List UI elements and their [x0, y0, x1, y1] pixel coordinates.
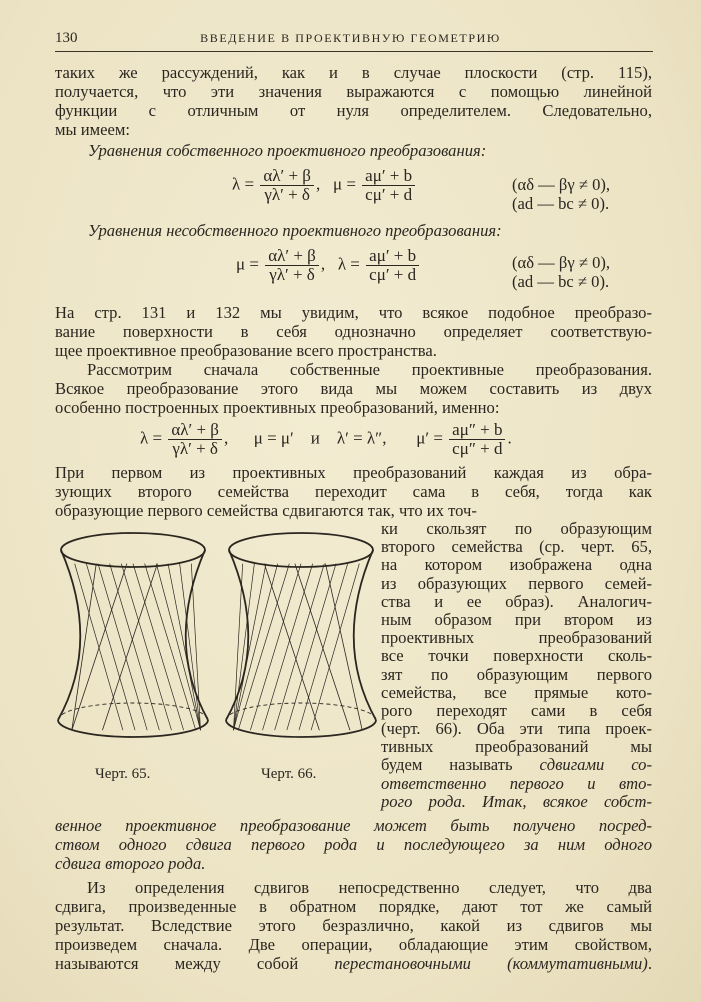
generator-line-other-family	[295, 564, 350, 731]
text-line	[381, 756, 652, 774]
generator-line-other-family	[72, 564, 96, 731]
text-run: Из определения сдвигов непосредственно следует, что два	[87, 878, 652, 897]
generator-line	[299, 564, 348, 731]
text-run: При первом из проективных преобразований каждая из обра-	[55, 463, 652, 482]
figures	[55, 525, 380, 755]
text-run: зующих второго семейства переходит сама в себя, тогда как	[55, 482, 652, 501]
text-line	[381, 684, 652, 702]
text-run: рого переходят сами в себя	[381, 700, 652, 720]
text-run: второго семейства (ср. черт. 65,	[381, 537, 652, 557]
text-run: вание поверхности в себя однозначно определяет соответствую-	[55, 322, 652, 341]
silhouette-left	[226, 550, 248, 720]
text-line	[55, 101, 652, 120]
silhouette-right	[186, 550, 208, 720]
text-line	[381, 738, 652, 756]
text-line	[55, 835, 652, 854]
text-run: Рассмотрим сначала собственные проективные преобразования.	[87, 360, 652, 379]
paragraph-6	[55, 878, 652, 973]
silhouette-right	[354, 550, 376, 720]
text-line	[381, 702, 652, 720]
text-line	[381, 593, 652, 611]
text-line	[55, 482, 652, 501]
text-line	[55, 398, 652, 417]
text-run: таких же рассуждений, как и в случае плоскости (стр. 115),	[55, 63, 652, 82]
fraction: $\frac{a\mu' + b}{c\mu' + d}$	[366, 247, 419, 284]
text-run: ства и ее образ). Аналогич-	[381, 591, 652, 611]
hyperboloid-figure-65-icon	[58, 533, 208, 737]
text-line	[381, 520, 652, 538]
running-title: ВВЕДЕНИЕ В ПРОЕКТИВНУЮ ГЕОМЕТРИЮ	[200, 31, 501, 45]
text-line	[55, 322, 652, 341]
figure-caption-66: Черт. 66.	[261, 766, 317, 782]
paragraph-2	[55, 303, 652, 360]
text-run: мы имеем:	[55, 120, 131, 139]
text-run: тивных преобразований мы	[381, 737, 652, 757]
text-run: щее проективное преобразование всего пространства.	[55, 341, 437, 360]
text-run: будем называть	[381, 755, 540, 775]
text-line	[381, 556, 652, 574]
text-line	[55, 120, 652, 139]
text-run: произведем сначала. Две операции, обладающие этим свойством,	[55, 935, 652, 954]
formula-conditions: (αδ — βγ ≠ 0), (ad — bc ≠ 0).	[512, 175, 611, 213]
text-line	[55, 379, 652, 398]
figure-caption-65: Черт. 65.	[95, 766, 151, 782]
fraction: $\frac{\alpha\lambda' + \beta}{\gamma\lambda' + \delta}$	[260, 167, 314, 204]
generator-line	[180, 564, 201, 731]
text-run: .	[647, 954, 652, 973]
text-line	[381, 629, 652, 647]
text-line	[381, 793, 652, 811]
text-run: результат. Вследствие этого безразлично, какой из сдвигов мы	[55, 916, 652, 935]
top-rim	[61, 533, 205, 567]
formula-lhs: μ =	[236, 254, 259, 274]
italic-run: ством одного сдвига первого рода и последующего за ним одного	[55, 835, 652, 854]
fraction: $\frac{a\mu'' + b}{c\mu'' + d}$	[449, 421, 505, 458]
text-line	[55, 463, 652, 482]
formula-conditions: (αδ — βγ ≠ 0), (ad — bc ≠ 0).	[512, 253, 611, 291]
text-run: (черт. 66). Оба эти типа проек-	[381, 719, 652, 739]
formula-improper: μ = $\frac{\alpha\lambda' + \beta}{\gamma\lambda' + \delta}$ , λ = $\frac{a\mu' + b}{c\mu' + d}$	[236, 247, 421, 284]
text-line	[381, 720, 652, 738]
text-line	[55, 360, 652, 379]
italic-run: сдвигами со-	[539, 755, 652, 775]
generator-line	[234, 564, 255, 731]
formula-proper: λ = $\frac{\alpha\lambda' + \beta}{\gamma\lambda' + \delta}$ , μ = $\frac{a\mu' + b}{c\mu' + d}$	[232, 167, 417, 204]
page-number: 130	[55, 30, 78, 46]
text-line	[55, 341, 652, 360]
text-run: Всякое преобразование этого вида мы можем составить из двух	[55, 379, 652, 398]
bottom-rim-hidden	[226, 703, 376, 720]
formula-lhs: λ =	[337, 254, 360, 274]
text-line	[381, 611, 652, 629]
italic-run: сдвига второго рода.	[55, 854, 206, 873]
fraction: $\frac{\alpha\lambda' + \beta}{\gamma\lambda' + \delta}$	[168, 421, 222, 458]
text-run: ным образом при втором из	[381, 609, 652, 629]
text-line	[55, 501, 652, 520]
text-run: функции с отличным от нуля определителем. Следовательно,	[55, 101, 652, 120]
text-line	[381, 775, 652, 793]
top-rim	[229, 533, 373, 567]
generator-line	[263, 564, 313, 731]
italic-run: венное проективное преобразование может быть получено посред-	[55, 816, 652, 835]
paragraph-5-italic	[55, 816, 652, 873]
generator-line-other-family	[325, 564, 362, 731]
text-line	[55, 303, 652, 322]
text-line	[55, 897, 652, 916]
hyperboloid-figure-66-icon	[226, 533, 376, 737]
generator-line	[110, 564, 160, 731]
text-run: На стр. 131 и 132 мы увидим, что всякое подобное преобразо-	[55, 303, 652, 322]
header-rule	[55, 51, 653, 52]
formula-decomposition: λ = $\frac{\alpha\lambda' + \beta}{\gamma\lambda' + \delta}$ , μ = μ′ и λ′ = λ″, μ′ = $\frac{a\mu'' + b}{c\mu'' + d}$ .	[140, 420, 512, 458]
generator-line	[250, 564, 301, 731]
generator-line	[121, 564, 171, 731]
generator-line	[275, 564, 325, 731]
generator-line	[145, 564, 196, 731]
italic-run: рого рода. Итак, всякое собст-	[381, 791, 652, 811]
text-run: семейства, все прямые кото-	[381, 682, 652, 702]
italic-run: ответственно первого и вто-	[381, 773, 652, 793]
text-run: получается, что эти значения выражаются с помощью линейной	[55, 82, 652, 101]
text-line	[55, 935, 652, 954]
text-run: особенно построенных проективных преобразований, именно:	[55, 398, 500, 417]
formula-lhs: μ =	[332, 174, 356, 194]
fraction: $\frac{\alpha\lambda' + \beta}{\gamma\lambda' + \delta}$	[265, 247, 319, 284]
column-text	[381, 520, 652, 812]
bottom-rim-hidden	[58, 703, 208, 720]
text-run: называются между собой	[55, 954, 335, 973]
text-line	[381, 575, 652, 593]
text-line	[55, 916, 652, 935]
text-run: ки скользят по образующим	[381, 519, 652, 538]
text-line	[381, 538, 652, 556]
text-line	[55, 816, 652, 835]
text-line	[55, 82, 652, 101]
fraction: $\frac{a\mu' + b}{c\mu' + d}$	[362, 167, 415, 204]
heading-improper-transformation: Уравнения несобственного проективного преобразования:	[88, 221, 502, 240]
text-run: на котором изображена одна	[381, 555, 652, 575]
text-run: зят по образующим первого	[381, 664, 652, 684]
generator-line	[133, 564, 184, 731]
paragraph-1	[55, 63, 652, 139]
paragraph-4	[55, 463, 652, 520]
generator-line	[98, 564, 147, 731]
generator-line	[234, 564, 278, 731]
text-run: из образующих первого семей-	[381, 573, 652, 593]
text-run: сдвига, произведенные в обратном порядке, дают тот же самый	[55, 897, 652, 916]
text-line	[55, 878, 652, 897]
text-run: все точки поверхности сколь-	[381, 646, 652, 666]
formula-lhs: λ =	[232, 174, 255, 194]
text-run: образующие первого семейства сдвигаются так, что их точ-	[55, 501, 477, 520]
heading-proper-transformation: Уравнения собственного проективного преобразования:	[88, 141, 487, 160]
paragraph-3	[55, 360, 652, 417]
text-line	[381, 666, 652, 684]
text-run: проективных преобразований	[381, 628, 652, 648]
italic-run: перестановочными (коммутативными)	[334, 954, 648, 973]
text-line	[55, 954, 652, 973]
generator-line	[156, 564, 200, 731]
text-line	[55, 63, 652, 82]
text-line	[381, 647, 652, 665]
text-line	[55, 854, 652, 873]
